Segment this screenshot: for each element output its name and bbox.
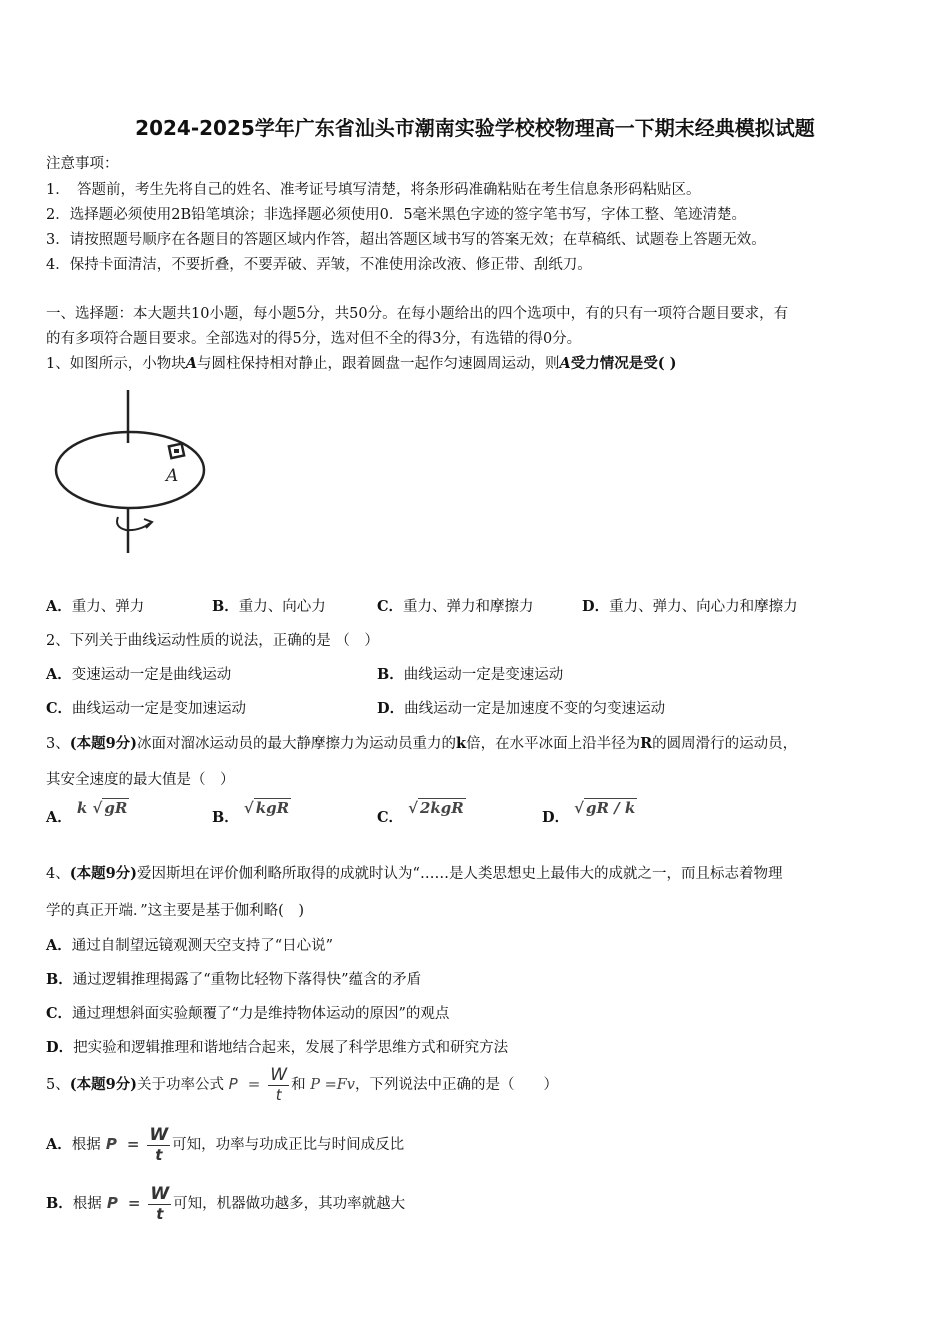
q3-option-c[interactable]: C． √ 2kgR bbox=[377, 799, 464, 826]
question-2-stem: 2、下列关于曲线运动性质的说法，正确的是 （ ） bbox=[46, 633, 379, 649]
question-4-stem-cont: 学的真正开端．”这主要是基于伽利略( ) bbox=[46, 903, 304, 919]
disc-figure bbox=[48, 385, 218, 560]
q1-option-a[interactable]: A．重力、弹力 bbox=[46, 598, 145, 615]
figure-label-a: A bbox=[166, 466, 179, 486]
q5-option-a[interactable]: A．根据 P = $\frac{W}{t}$ 可知，功率与功成正比与时间成反比 bbox=[46, 1125, 405, 1164]
question-3-stem-cont: 其安全速度的最大值是（ ） bbox=[46, 772, 235, 788]
q2-option-c[interactable]: C．曲线运动一定是变加速运动 bbox=[46, 700, 247, 717]
question-1-stem: 1、如图所示，小物块A与圆柱保持相对静止，跟着圆盘一起作匀速圆周运动，则A受力情况是受( ) bbox=[46, 355, 677, 372]
q3-option-d[interactable]: D． √ gR / k bbox=[542, 799, 636, 826]
q2-option-d[interactable]: D．曲线运动一定是加速度不变的匀变速运动 bbox=[377, 700, 666, 717]
q1-option-c[interactable]: C．重力、弹力和摩擦力 bbox=[377, 598, 534, 615]
section-intro: 的有多项符合题目要求。全部选对的得5分，选对但不全的得3分，有选错的得0分。 bbox=[46, 331, 582, 347]
q5-option-b[interactable]: B．根据 P = $\frac{W}{t}$ 可知，机器做功越多，其功率就越大 bbox=[46, 1184, 406, 1223]
q4-option-c[interactable]: C．通过理想斜面实验颠覆了“力是维持物体运动的原因”的观点 bbox=[46, 1005, 450, 1022]
question-5-stem: 5、(本题9分)关于功率公式 P = $\frac{W}{t}$ 和 P =Fv，下列说法中正确的是（ ） bbox=[46, 1065, 558, 1104]
question-4-stem: 4、(本题9分)爱因斯坦在评价伽利略所取得的成就时认为“……是人类思想史上最伟大的成就之一，而且标志着物理 bbox=[46, 865, 783, 882]
notice-item: 3．请按照题号顺序在各题目的答题区域内作答，超出答题区域书写的答案无效；在草稿纸、试题卷上答题无效。 bbox=[46, 232, 766, 248]
notice-item: 4．保持卡面清洁，不要折叠，不要弄破、弄皱，不准使用涂改液、修正带、刮纸刀。 bbox=[46, 257, 592, 273]
question-3-stem: 3、(本题9分)冰面对溜冰运动员的最大静摩擦力为运动员重力的k倍，在水平冰面上沿半径为R的圆周滑行的运动员， bbox=[46, 735, 798, 752]
page-title: 2024-2025学年广东省汕头市潮南实验学校校物理高一下期末经典模拟试题 bbox=[135, 116, 815, 140]
q1-option-b[interactable]: B．重力、向心力 bbox=[212, 598, 326, 615]
q1-option-d[interactable]: D．重力、弹力、向心力和摩擦力 bbox=[582, 598, 798, 615]
notice-item: 1． 答题前，考生先将自己的姓名、准考证号填写清楚，将条形码准确粘贴在考生信息条形码粘贴区。 bbox=[46, 182, 701, 198]
q4-option-a[interactable]: A．通过自制望远镜观测天空支持了“日心说” bbox=[46, 937, 334, 954]
notice-heading: 注意事项： bbox=[46, 156, 119, 172]
q4-option-d[interactable]: D．把实验和逻辑推理和谐地结合起来，发展了科学思维方式和研究方法 bbox=[46, 1039, 509, 1056]
q2-option-b[interactable]: B．曲线运动一定是变速运动 bbox=[377, 666, 564, 683]
notice-item: 2．选择题必须使用2B铅笔填涂；非选择题必须使用0．5毫米黑色字迹的签字笔书写，字体工整、笔迹清楚。 bbox=[46, 207, 747, 223]
q3-option-a[interactable]: A． k √ gR bbox=[46, 799, 128, 826]
q3-option-b[interactable]: B． √ kgR bbox=[212, 799, 290, 826]
q4-option-b[interactable]: B．通过逻辑推理揭露了“重物比轻物下落得快”蕴含的矛盾 bbox=[46, 971, 422, 988]
section-intro: 一、选择题：本大题共10小题，每小题5分，共50分。在每小题给出的四个选项中，有的只有一项符合题目要求，有 bbox=[46, 306, 789, 322]
q2-option-a[interactable]: A．变速运动一定是曲线运动 bbox=[46, 666, 232, 683]
